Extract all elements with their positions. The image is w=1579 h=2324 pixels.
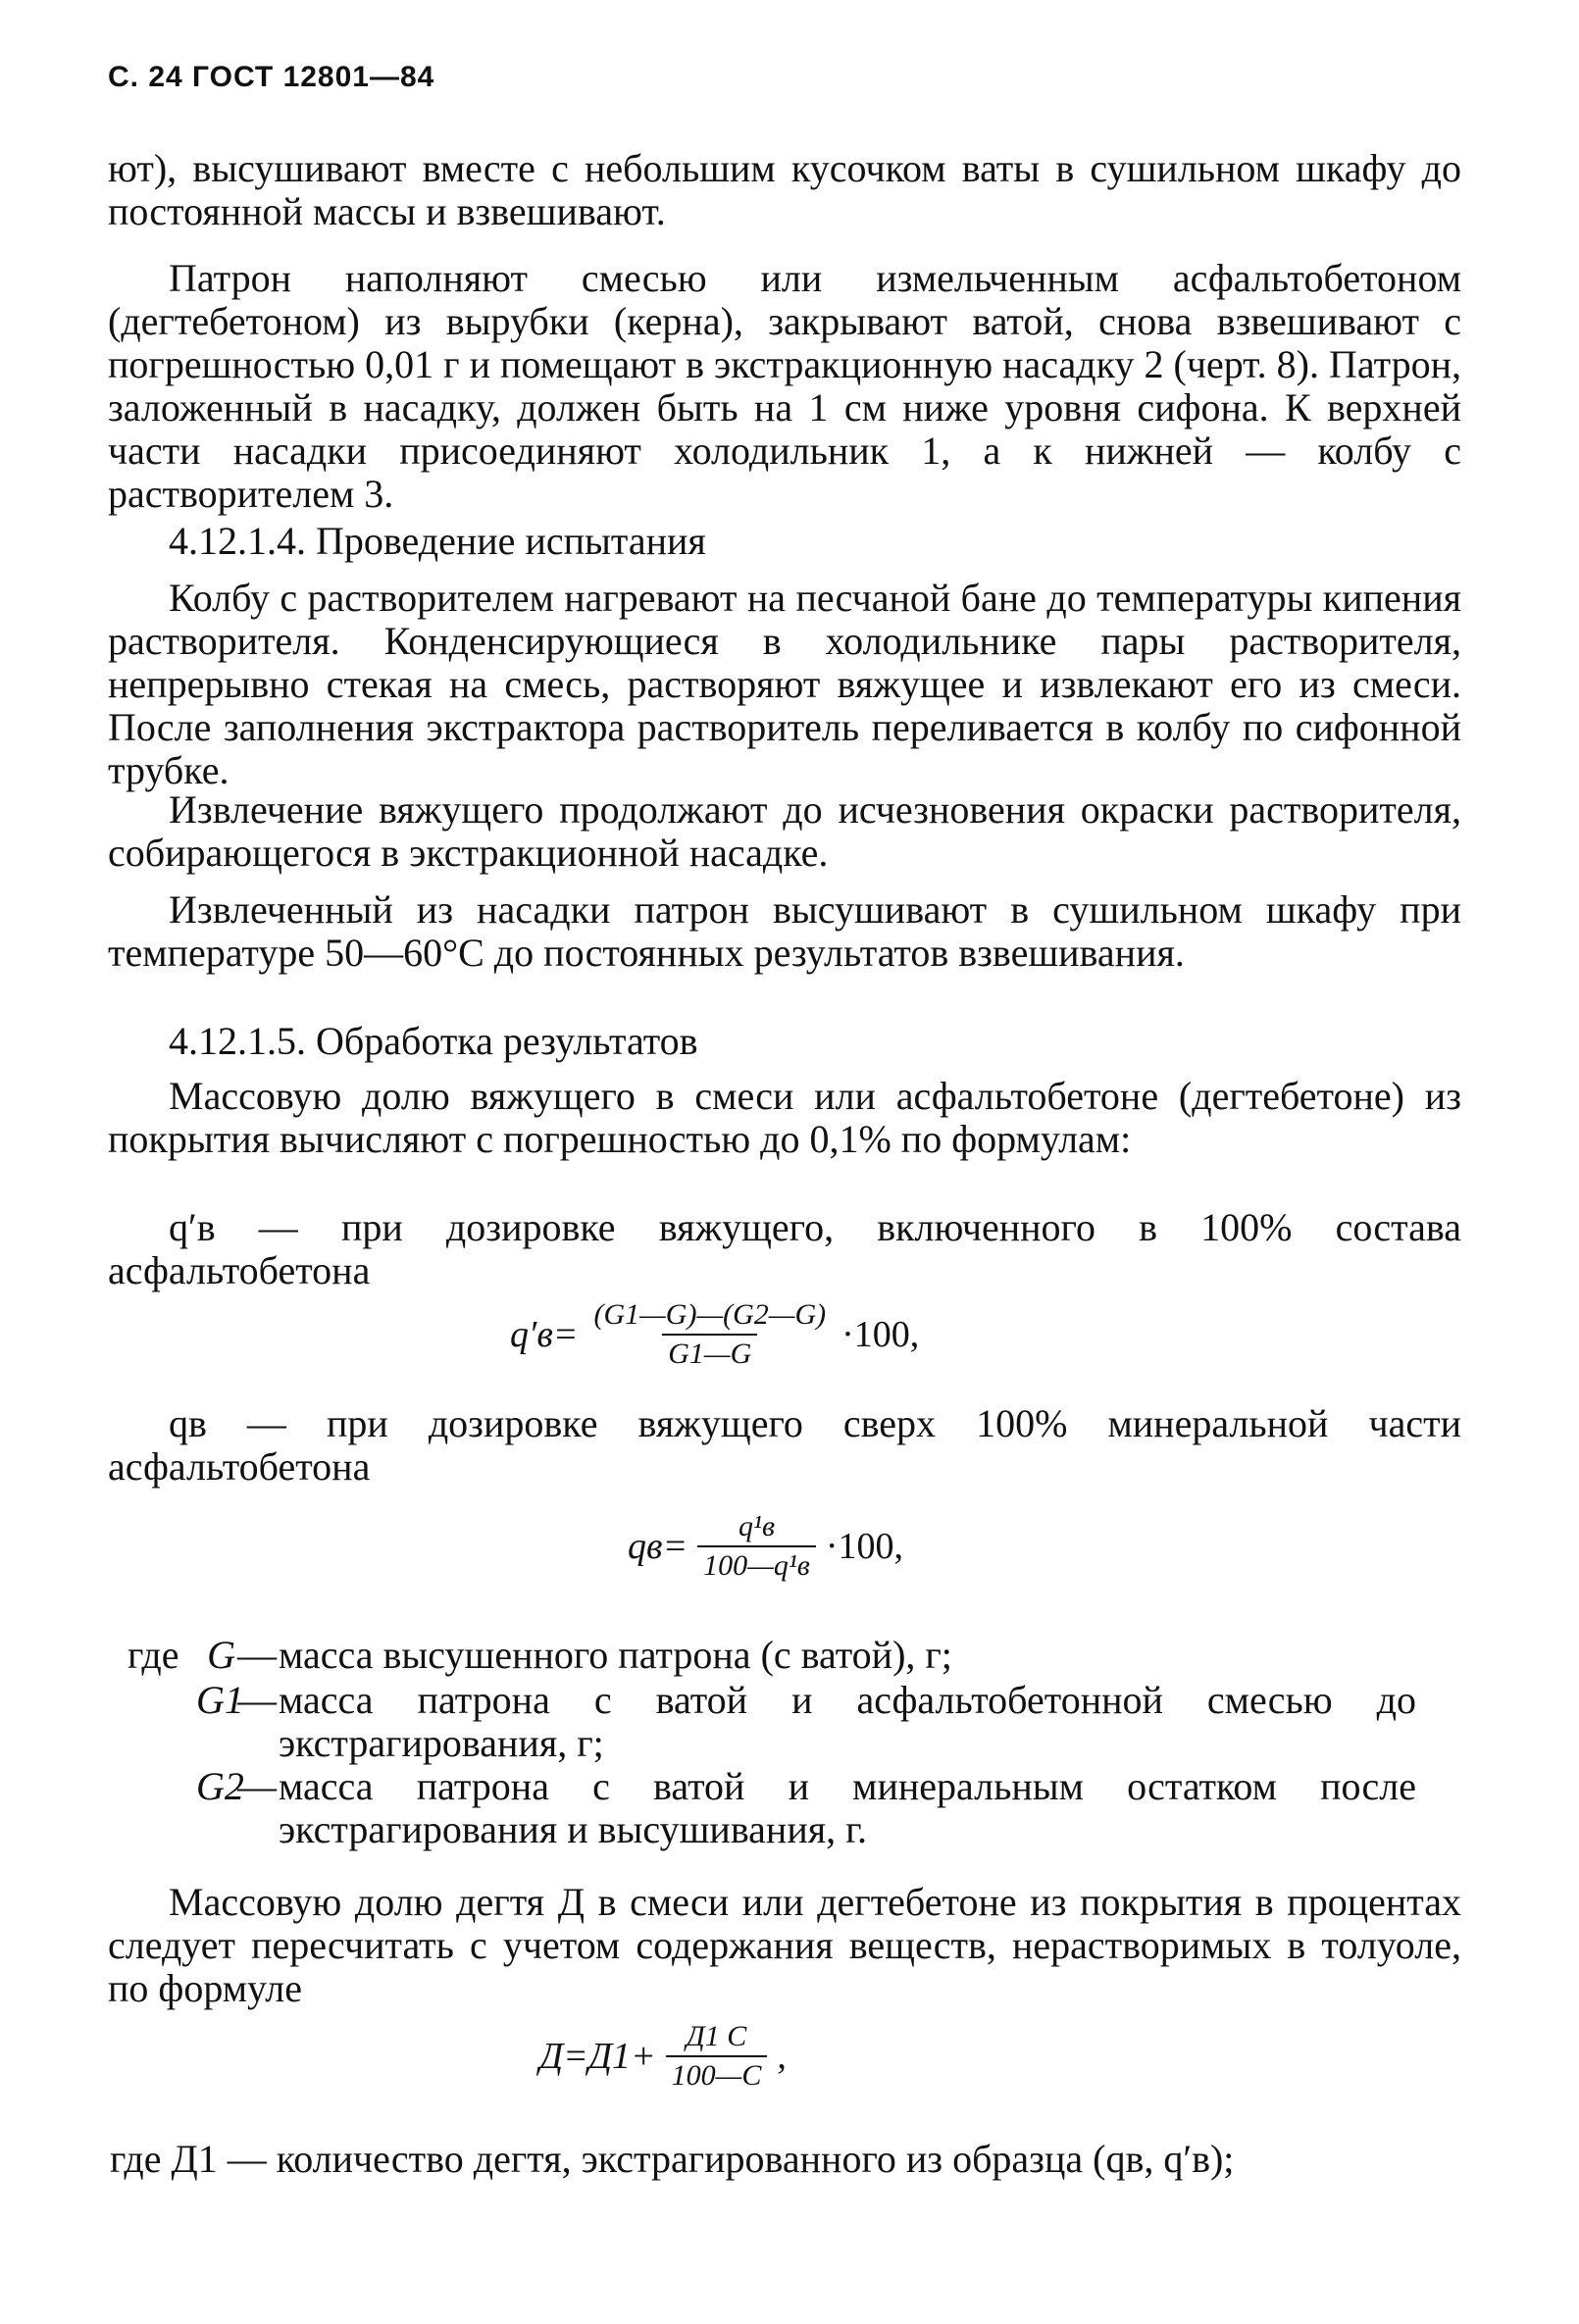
- fraction: [666, 2018, 768, 2095]
- formula-q: [628, 1508, 903, 1585]
- denominator: 100—C: [666, 2055, 768, 2095]
- fraction: [587, 1296, 832, 1373]
- paragraph-q-prime-description: q′в — при дозировке вяжущего, включенного в 100% состава асфальтобетона: [108, 1205, 1461, 1292]
- numerator: Д1 C: [686, 2020, 747, 2052]
- denominator: 100—q¹в: [697, 1545, 816, 1585]
- denominator: G1—G: [662, 1334, 757, 1373]
- paragraph-d1-definition: где Д1 — количество дегтя, экстрагированного из образца (qв, q′в);: [110, 2137, 1235, 2181]
- formula-lhs: q′в=: [510, 1314, 579, 1355]
- legend-symbol: G2: [196, 1764, 244, 1808]
- section-heading-test: 4.12.1.4. Проведение испытания: [169, 519, 706, 563]
- legend-row: G2—масса патрона с ватой и минеральным остатком после экстрагирования и высушивания, г.: [196, 1764, 1416, 1851]
- paragraph-mass-fraction: Массовую долю вяжущего в смеси или асфальтобетоне (дегтебетоне) из покрытия вычисляют с погрешностью до 0,1% по формулам:: [108, 1074, 1461, 1161]
- formula-lhs: Д=Д1+: [539, 2036, 656, 2077]
- paragraph-cartridge-filling: Патрон наполняют смесью или измельченным асфальтобетоном (дегтебетоном) из вырубки (керна), закрывают ватой, снова взвешивают с погрешностью 0,01 г и помещают в экстракционную насадку 2 (черт. 8). Патрон, заложенный в насадку, должен быть на 1 см ниже уровня сифона. К верхней части насадки присоединяют холодильник 1, а к нижней — колбу с растворителем 3.: [108, 256, 1461, 516]
- legend-row: где G—масса высушенного патрона (с ватой), г;: [127, 1634, 1416, 1677]
- formula-rhs: ,: [777, 2036, 787, 2077]
- paragraph-drying: Извлеченный из насадки патрон высушивают в сушильном шкафу при температуре 50—60°С до постоянных результатов взвешивания.: [108, 887, 1461, 975]
- fraction: [697, 1508, 816, 1585]
- numerator: q¹в: [738, 1510, 775, 1542]
- legend-row: G1—масса патрона с ватой и асфальтобетонной смесью до экстрагирования, г;: [196, 1678, 1416, 1765]
- legend-text: масса патрона с ватой и асфальтобетонной смесью до экстрагирования, г;: [279, 1678, 1416, 1765]
- paragraph-tar-fraction: Массовую долю дегтя Д в смеси или дегтебетоне из покрытия в процентах следует пересчитать с учетом содержания веществ, нерастворимых в толуоле, по формуле: [108, 1880, 1461, 2010]
- section-heading-results: 4.12.1.5. Обработка результатов: [169, 1019, 698, 1063]
- paragraph-continuation: ют), высушивают вместе с небольшим кусочком ваты в сушильном шкафу до постоянной массы и взвешивают.: [108, 146, 1461, 233]
- legend-symbol: G1: [196, 1678, 244, 1722]
- formula-lhs: qв=: [628, 1526, 688, 1567]
- formula-rhs: ·100,: [841, 1314, 920, 1355]
- formula-q-prime: [510, 1296, 919, 1373]
- page-header: С. 24 ГОСТ 12801—84: [108, 61, 435, 93]
- paragraph-q-description: qв — при дозировке вяжущего сверх 100% минеральной части асфальтобетона: [108, 1401, 1461, 1489]
- legend-text: масса патрона с ватой и минеральным остатком после экстрагирования и высушивания, г.: [279, 1764, 1416, 1851]
- legend-symbol: G: [207, 1633, 235, 1677]
- formula-tar: [539, 2018, 787, 2095]
- legend-text: масса высушенного патрона (с ватой), г;: [279, 1633, 952, 1677]
- legend-prefix: где: [127, 1633, 179, 1677]
- paragraph-heating: Колбу с растворителем нагревают на песчаной бане до температуры кипения растворителя. Конденсирующиеся в холодильнике пары растворителя, непрерывно стекая на смесь, растворяют вяжущее и извлекают его из смеси. После заполнения экстрактора растворитель переливается в колбу по сифонной трубке.: [108, 576, 1461, 792]
- paragraph-extraction: Извлечение вяжущего продолжают до исчезновения окраски растворителя, собирающегося в экстракционной насадке.: [108, 787, 1461, 875]
- numerator: (G1—G)—(G2—G): [593, 1298, 827, 1331]
- formula-rhs: ·100,: [825, 1526, 903, 1567]
